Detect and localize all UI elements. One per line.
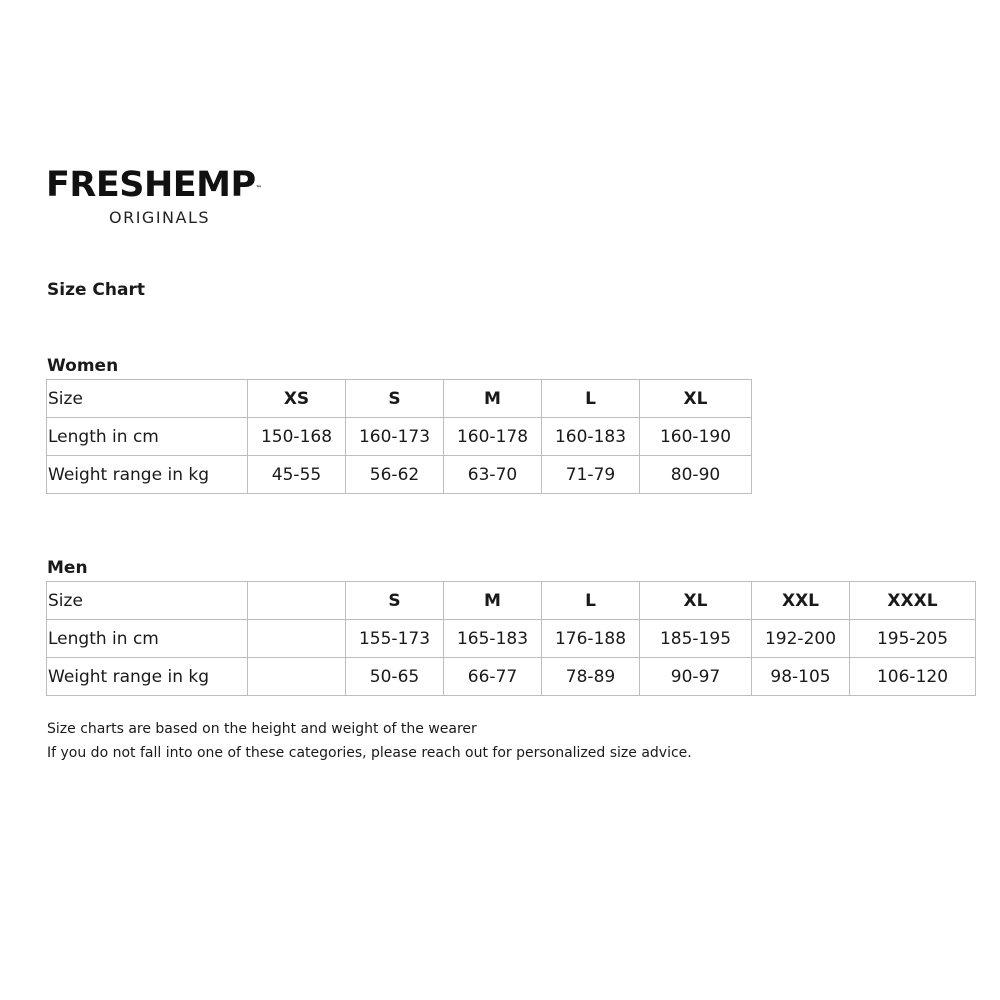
table-cell: 80-90 [640, 456, 752, 494]
size-cell: XS [248, 380, 346, 418]
size-cell [248, 582, 346, 620]
size-advice-note: If you do not fall into one of these categories, please reach out for personalized size advice. [47, 745, 692, 761]
table-row [47, 418, 752, 456]
table-cell: 160-178 [444, 418, 542, 456]
size-cell: S [346, 582, 444, 620]
row-label: Length in cm [47, 418, 248, 456]
men-section-title: Men [47, 558, 88, 578]
table-cell: 160-173 [346, 418, 444, 456]
table-row [47, 456, 752, 494]
brand-subtitle: ORIGINALS [109, 208, 211, 227]
table-cell: 56-62 [346, 456, 444, 494]
table-cell: 192-200 [752, 620, 850, 658]
table-cell: 98-105 [752, 658, 850, 696]
table-header-row [47, 380, 752, 418]
table-cell: 90-97 [640, 658, 752, 696]
trademark-symbol: ™ [255, 185, 262, 192]
size-cell: M [444, 582, 542, 620]
table-cell: 155-173 [346, 620, 444, 658]
size-cell: L [542, 582, 640, 620]
size-cell: XL [640, 380, 752, 418]
size-cell: XXL [752, 582, 850, 620]
table-row [47, 658, 976, 696]
table-cell: 66-77 [444, 658, 542, 696]
table-cell: 50-65 [346, 658, 444, 696]
table-cell: 195-205 [850, 620, 976, 658]
table-cell: 78-89 [542, 658, 640, 696]
size-cell: XL [640, 582, 752, 620]
table-cell: 71-79 [542, 456, 640, 494]
table-cell: 165-183 [444, 620, 542, 658]
size-cell: L [542, 380, 640, 418]
table-cell [248, 620, 346, 658]
row-label: Size [47, 380, 248, 418]
table-cell: 106-120 [850, 658, 976, 696]
brand-name: FRESHEMP™ [46, 165, 262, 205]
table-row [47, 620, 976, 658]
row-label: Size [47, 582, 248, 620]
table-cell: 176-188 [542, 620, 640, 658]
page-title: Size Chart [47, 280, 145, 300]
size-cell: XXXL [850, 582, 976, 620]
table-cell: 160-190 [640, 418, 752, 456]
size-note: Size charts are based on the height and weight of the wearer [47, 721, 477, 737]
men-size-table [46, 581, 976, 696]
row-label: Weight range in kg [47, 456, 248, 494]
table-header-row [47, 582, 976, 620]
size-cell: M [444, 380, 542, 418]
table-cell: 160-183 [542, 418, 640, 456]
table-cell: 45-55 [248, 456, 346, 494]
table-cell [248, 658, 346, 696]
table-cell: 185-195 [640, 620, 752, 658]
row-label: Length in cm [47, 620, 248, 658]
brand-logo [46, 164, 306, 227]
row-label: Weight range in kg [47, 658, 248, 696]
size-cell: S [346, 380, 444, 418]
table-cell: 63-70 [444, 456, 542, 494]
women-section-title: Women [47, 356, 119, 376]
table-cell: 150-168 [248, 418, 346, 456]
women-size-table [46, 379, 752, 494]
